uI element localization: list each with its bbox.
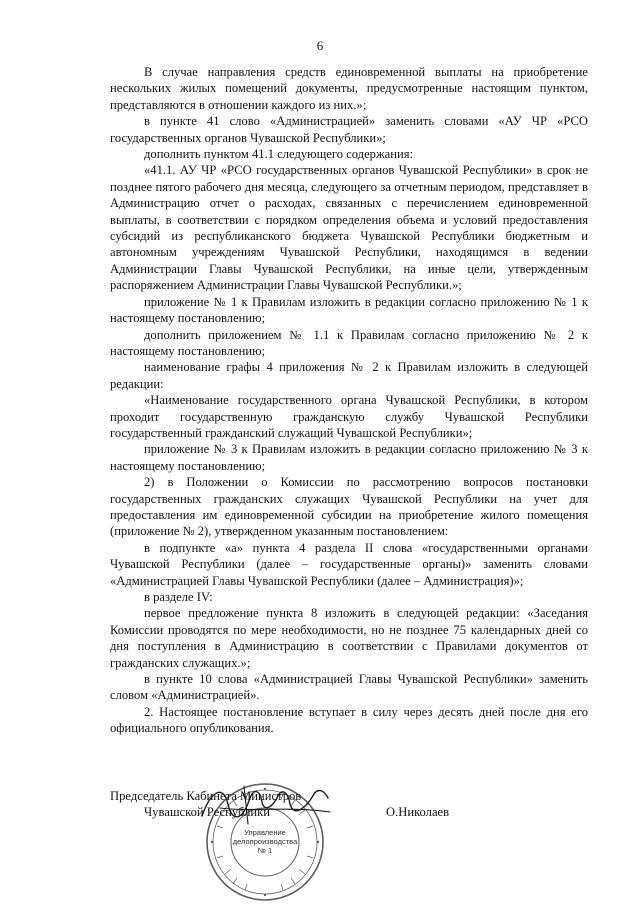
- paragraph: дополнить пунктом 41.1 следующего содержания:: [144, 147, 414, 162]
- stamp-line: делопроизводства: [232, 837, 298, 846]
- paragraph: приложение № 3 к Правилам изложить в редакции согласно приложению № 3 к настоящему постановлению;: [110, 442, 588, 473]
- signature-block: [110, 788, 580, 821]
- page-number: 6: [316, 38, 324, 53]
- stamp-line: Управление: [244, 828, 286, 837]
- paragraph: наименование графы 4 приложения № 2 к Правилам изложить в следующей редакции:: [110, 360, 588, 391]
- paragraph: 2) в Положении о Комиссии по рассмотрению вопросов постановки государственных гражданских служащих Чувашской Республики на учет для предоставления им единовременной субсидии на приобретение жилого помещения (приложение № 2), утвержденном указанным постановлением:: [110, 475, 588, 539]
- paragraph: в пункте 10 слова «Администрацией Главы Чувашской Республики» заменить словом «Администрацией».: [110, 672, 588, 703]
- paragraph: «41.1. АУ ЧР «РСО государственных органов Чувашской Республики» в срок не позднее пятого рабочего дня месяца, следующего за отчетным периодом, представляет в Администрацию отчет о расходах, связанных с перечислением единовременной выплаты, в соответствии с порядком определения объема и условий предоставления субсидий из республиканского бюджета Чувашской Республики бюджетным и автономным учреждениям Чувашской Республики, находящимся в ведении Администрации Главы Чувашской Республики, на иные цели, утвержденным распоряжением Администрации Главы Чувашской Республики.»;: [110, 163, 588, 293]
- paragraph: в разделе IV:: [144, 590, 213, 604]
- signature-name: О.Николаев: [386, 805, 450, 820]
- paragraph: в пункте 41 слово «Администрацией» заменить словами «АУ ЧР «РСО государственных органов Чувашской Республики»;: [110, 114, 588, 145]
- paragraph: первое предложение пункта 8 изложить в следующей редакции: «Заседания Комиссии проводятся по мере необходимости, но не позднее 75 календарных дней со дня поступления в Администрацию в соответствии с Правилами документов от гражданских служащих.»;: [110, 606, 588, 670]
- signature-organization: Чувашской Республики: [144, 805, 270, 820]
- document-body: [110, 64, 588, 737]
- signature-position: Председатель Кабинета Министров: [110, 789, 302, 803]
- paragraph: в подпункте «а» пункта 4 раздела II слова «государственными органами Чувашской Республики (далее – государственные органы)» заменить словами «Администрацией Главы Чувашской Республики (далее – Администрация)»;: [110, 540, 588, 588]
- paragraph: «Наименование государственного органа Чувашской Республики, в котором проходит государственную гражданскую службу Чувашской Республики государственный гражданский служащий Чувашской Республики»;: [110, 393, 588, 440]
- stamp-line: № 1: [257, 846, 273, 855]
- paragraph: 2. Настоящее постановление вступает в силу через десять дней после дня его официального опубликования.: [110, 704, 588, 736]
- paragraph: В случае направления средств единовременной выплаты на приобретение нескольких жилых помещений документы, предусмотренные настоящим пунктом, представляются в отношении каждого из них.»;: [110, 65, 588, 112]
- paragraph: приложение № 1 к Правилам изложить в редакции согласно приложению № 1 к настоящему постановлению;: [110, 294, 588, 326]
- paragraph: дополнить приложением № 1.1 к Правилам согласно приложению № 2 к настоящему постановлению;: [110, 327, 588, 358]
